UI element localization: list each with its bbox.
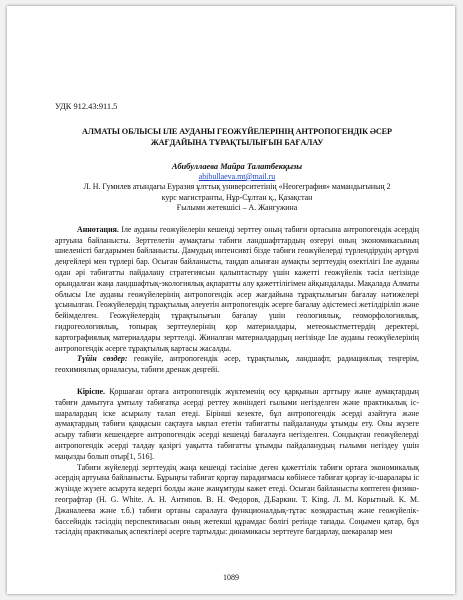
keywords-paragraph <box>55 354 419 376</box>
author-name: Абибуллаева Майра Талатбекқызы <box>171 161 303 171</box>
intro-paragraph-1 <box>55 387 419 463</box>
intro-paragraph-2 <box>55 463 419 539</box>
abstract-text: Іле ауданы геожүйелерін кешенді зерттеу оның табиғи ортасына антропогендік әсердің артуына байланысты. Зерттелетін аумақтағы табиғи ландшафттардың өзгеруі оның экономикасының шиеленісті бағдарымен байланысты. Дамудың интенсивті бізде табиғи геожүйелерді түрлендірудің әртүрлі деңгейлері мен түрлері бар. Осыған байланысты, таңдап алынған аумақты зерттеудің өзектілігі Іле ауданы одан әрі табиғатты пайдалану стратегиясын қалыптастыру үшін кажетті геожүйелік тәсіл негізінде орындалған жаңа ландшафтық-экологиялық ақпаратты алу қажеттілігімен айқындалады. Мақалада Алматы облысы Іле ауданы геожүйелерінің антропогендік әсер жағдайына тұрақтылығын бағалау нәтижелері ұсынылған. Геожүйелердің тұрақтылық әлеуетін антропогендік әсерге бағалау әдістемесі жетілдіріліп және бейімделген. Геожүйелердің тұрақтылығын бағалау үшін геологиялық, геоморфологиялық, гидрогеологиялық, топырақ зерттеулерінің қор материалдары, метеокыстметтердің деректері, картографиялық материалдары зерттелді. Жиналған материалдардың негізінде Іле ауданы геожүйелерінің антропогендік әсерге тұрақтылық картасы жасалды. <box>55 224 419 353</box>
title-line-1: АЛМАТЫ ОБЛЫСЫ ІЛЕ АУДАНЫ ГЕОЖҮЙЕЛЕРІНІҢ АНТРОПОГЕНДІК ӘСЕР <box>82 126 392 136</box>
article-title <box>55 126 419 148</box>
author-affiliation <box>55 182 419 214</box>
affiliation-line-2: курс магистранты, Нұр-Сұлтан қ., Қазақстан <box>161 192 313 202</box>
affiliation-line-3: Ғылыми жетекшісі – А. Жангужина <box>176 203 298 213</box>
keywords-label: Түйін сөздер: <box>77 354 128 364</box>
document-page <box>7 6 455 594</box>
page-number: 1089 <box>223 573 239 582</box>
intro-text-1: Қоршаған ортаға антропогендік жүктеменің өсу қарқынын арттыру және аумақтардың табиғи дамытуға ұмтылу табиғатқа әсерді реттеу жөніндегі ғылыми негізделген және практикалық іс-шаралардың іске асырылу талап етеді. Бірінші кезекте, бұл антропогендік әсерді азайтуға және аумақтардың табиғи қаңқасын сақтауға ықпал ететін табиғатты пайдалануды ұтымды ету. Оны жүзеге асыру табиғи кешендерге антропогендік әсерді кешенді бағалауға негізделген. Сондықтан геожүйелерді антропогендік әсерді талдау қазіргі уақытта табиғатты ұтымды пайдаланудың ғылыми негіздеу үшін маңызды болып отыр[1, 516]. <box>55 386 419 461</box>
article-body <box>55 102 419 538</box>
udk-code: УДК 912.43:911.5 <box>55 102 118 111</box>
intro-label: Кіріспе. <box>77 386 106 396</box>
abstract-label: Аннотация. <box>77 224 119 234</box>
intro-text-2: Табиғи жүйелерді зерттеудің жаңа кешенді тәсіліне деген қажеттілік табиғи ортаға экономикалық әсердің артуына байланысты. Бұрыңғы табиғат қорғау парадигмасы көбінесе табиғат қорғау іс-шаралары іс жүзінде жүзеге асырута кедергі болды және жанұмтуды кажет етеді. Осыған байланысты көптеген физико-географтар (H. G. White. А. Н. Антипов. В. Н. Федоров, Д.Баркин. Т. King. Л. М. Корытный. К. М. Джаналеева жәнe т.б.) табиғи ортаны саралауға функционалдық-тұтас көзқарастың және геожүйелік-бассейндік тәсілдің перспективасын оның жетекші құрамдас бөлігі ретінде тапады. Соңымен қатар, бұл тәсілдің практикалық аспектілері әсерге тартылды: динамикасы зерттеуге бағдарлау, шекаралар мен <box>55 462 419 537</box>
keywords-text: геожүйе, антропогендік әсер, тұрақтылық, ландшафт, радиациялық теңгерім, геохимиялық орналасуы, табиғи дренаж деңгейі. <box>55 354 419 375</box>
title-line-2: ЖАҒДАЙЫНА ТҰРАҚТЫЛЫҒЫН БАҒАЛАУ <box>150 137 324 147</box>
author-email-link[interactable]: abibullaeva.mt@mail.ru <box>198 171 276 181</box>
abstract-paragraph <box>55 225 419 355</box>
affiliation-line-1: Л. Н. Гумилев атындағы Еуразия ұлттық университетінің «Неогеграфия» мамандығының 2 <box>83 182 391 192</box>
